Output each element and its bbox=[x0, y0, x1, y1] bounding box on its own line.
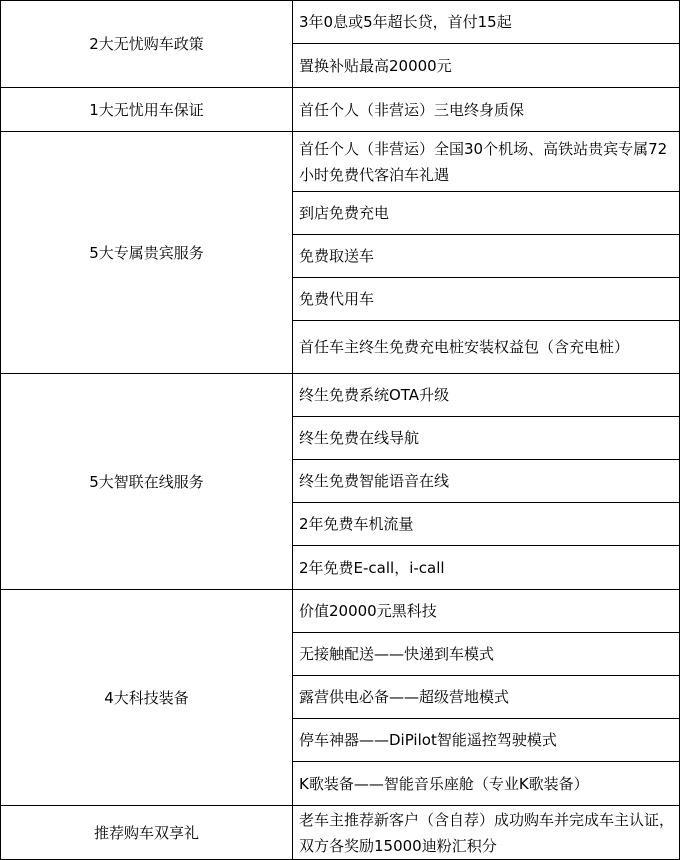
category-cell: 4大科技装备 bbox=[1, 590, 293, 806]
benefit-item: 首任个人（非营运）三电终身质保 bbox=[293, 88, 680, 132]
benefit-item: 首任个人（非营运）全国30个机场、高铁站贵宾专属72小时免费代客泊车礼遇 bbox=[293, 132, 680, 192]
benefit-item: 免费代用车 bbox=[293, 278, 680, 321]
category-cell: 5大专属贵宾服务 bbox=[1, 132, 293, 374]
table-row bbox=[1, 806, 680, 860]
benefit-item: 到店免费充电 bbox=[293, 192, 680, 235]
table-row bbox=[1, 132, 680, 192]
benefit-item: 无接触配送——快递到车模式 bbox=[293, 633, 680, 676]
benefit-item: 首任车主终生免费充电桩安装权益包（含充电桩） bbox=[293, 321, 680, 374]
benefit-item: 价值20000元黑科技 bbox=[293, 590, 680, 633]
benefit-item: 终生免费在线导航 bbox=[293, 417, 680, 460]
benefit-item: 终生免费智能语音在线 bbox=[293, 460, 680, 503]
benefit-item: 置换补贴最高20000元 bbox=[293, 44, 680, 88]
benefit-item: 终生免费系统OTA升级 bbox=[293, 374, 680, 417]
category-cell: 推荐购车双享礼 bbox=[1, 806, 293, 860]
benefit-item: 停车神器——DiPilot智能遥控驾驶模式 bbox=[293, 719, 680, 762]
table-row bbox=[1, 1, 680, 44]
benefit-item: K歌装备——智能音乐座舱（专业K歌装备） bbox=[293, 762, 680, 806]
benefit-item: 2年免费E-call，i-call bbox=[293, 546, 680, 590]
table-row bbox=[1, 590, 680, 633]
benefit-item: 免费取送车 bbox=[293, 235, 680, 278]
table-row bbox=[1, 88, 680, 132]
category-cell: 1大无忧用车保证 bbox=[1, 88, 293, 132]
category-cell: 5大智联在线服务 bbox=[1, 374, 293, 590]
category-cell: 2大无忧购车政策 bbox=[1, 1, 293, 88]
benefit-item: 3年0息或5年超长贷，首付15起 bbox=[293, 1, 680, 44]
benefit-item: 老车主推荐新客户（含自荐）成功购车并完成车主认证，双方各奖励15000迪粉汇积分 bbox=[293, 806, 680, 860]
table-row bbox=[1, 374, 680, 417]
benefit-item: 2年免费车机流量 bbox=[293, 503, 680, 546]
benefit-item: 露营供电必备——超级营地模式 bbox=[293, 676, 680, 719]
